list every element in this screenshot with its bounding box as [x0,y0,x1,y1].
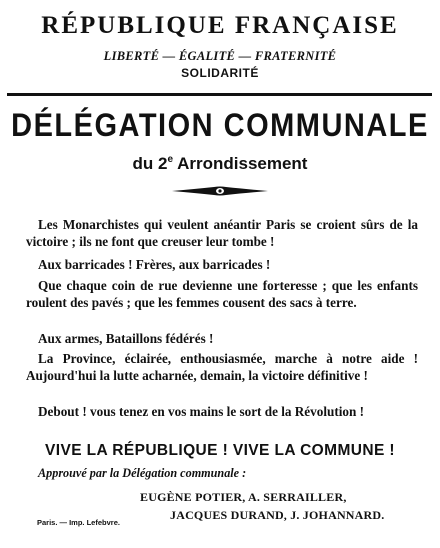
approval-line: Approuvé par la Délégation communale : [38,466,247,480]
paragraph-fortress: Que chaque coin de rue devienne une forteresse ; que les enfants roulent des pavés ; que les femmes cousent des sacs à terre. [26,278,418,310]
slogan: VIVE LA RÉPUBLIQUE ! VIVE LA COMMUNE ! [45,442,395,459]
printer-credit: Paris. — Imp. Lefebvre. [37,518,120,527]
paragraph-arms: Aux armes, Bataillons fédérés ! [38,331,214,346]
paragraph-debout: Debout ! vous tenez en vos mains le sort de la Révolution ! [38,404,365,419]
motto: LIBERTÉ — ÉGALITÉ — FRATERNITÉ [103,49,337,63]
poster-title: DÉLÉGATION COMMUNALE [11,108,429,144]
subtitle-prefix: du 2 [132,154,168,173]
header-rule [7,93,432,96]
subtitle-superscript: e [167,154,174,165]
solidarity-line: SOLIDARITÉ [181,66,259,80]
ornament-divider [170,184,270,198]
paragraph-province: La Province, éclairée, enthousiasmée, marche à notre aide ! Aujourd'hui la lutte acharnée, demain, la victoire définitive ! [26,351,418,383]
republic-heading: RÉPUBLIQUE FRANÇAISE [41,12,399,39]
paragraph-monarchists: Les Monarchistes qui veulent anéantir Paris se croient sûrs de la victoire ; ils ne font que creuser leur tombe ! [26,217,418,249]
arrondissement-subtitle [0,154,440,174]
subtitle-suffix: Arrondissement [173,154,308,173]
signatures-line-1: EUGÈNE POTIER, A. SERRAILLER, [140,490,347,504]
signatures-line-2: JACQUES DURAND, J. JOHANNARD. [170,508,385,522]
paragraph-barricades: Aux barricades ! Frères, aux barricades ! [38,257,271,272]
